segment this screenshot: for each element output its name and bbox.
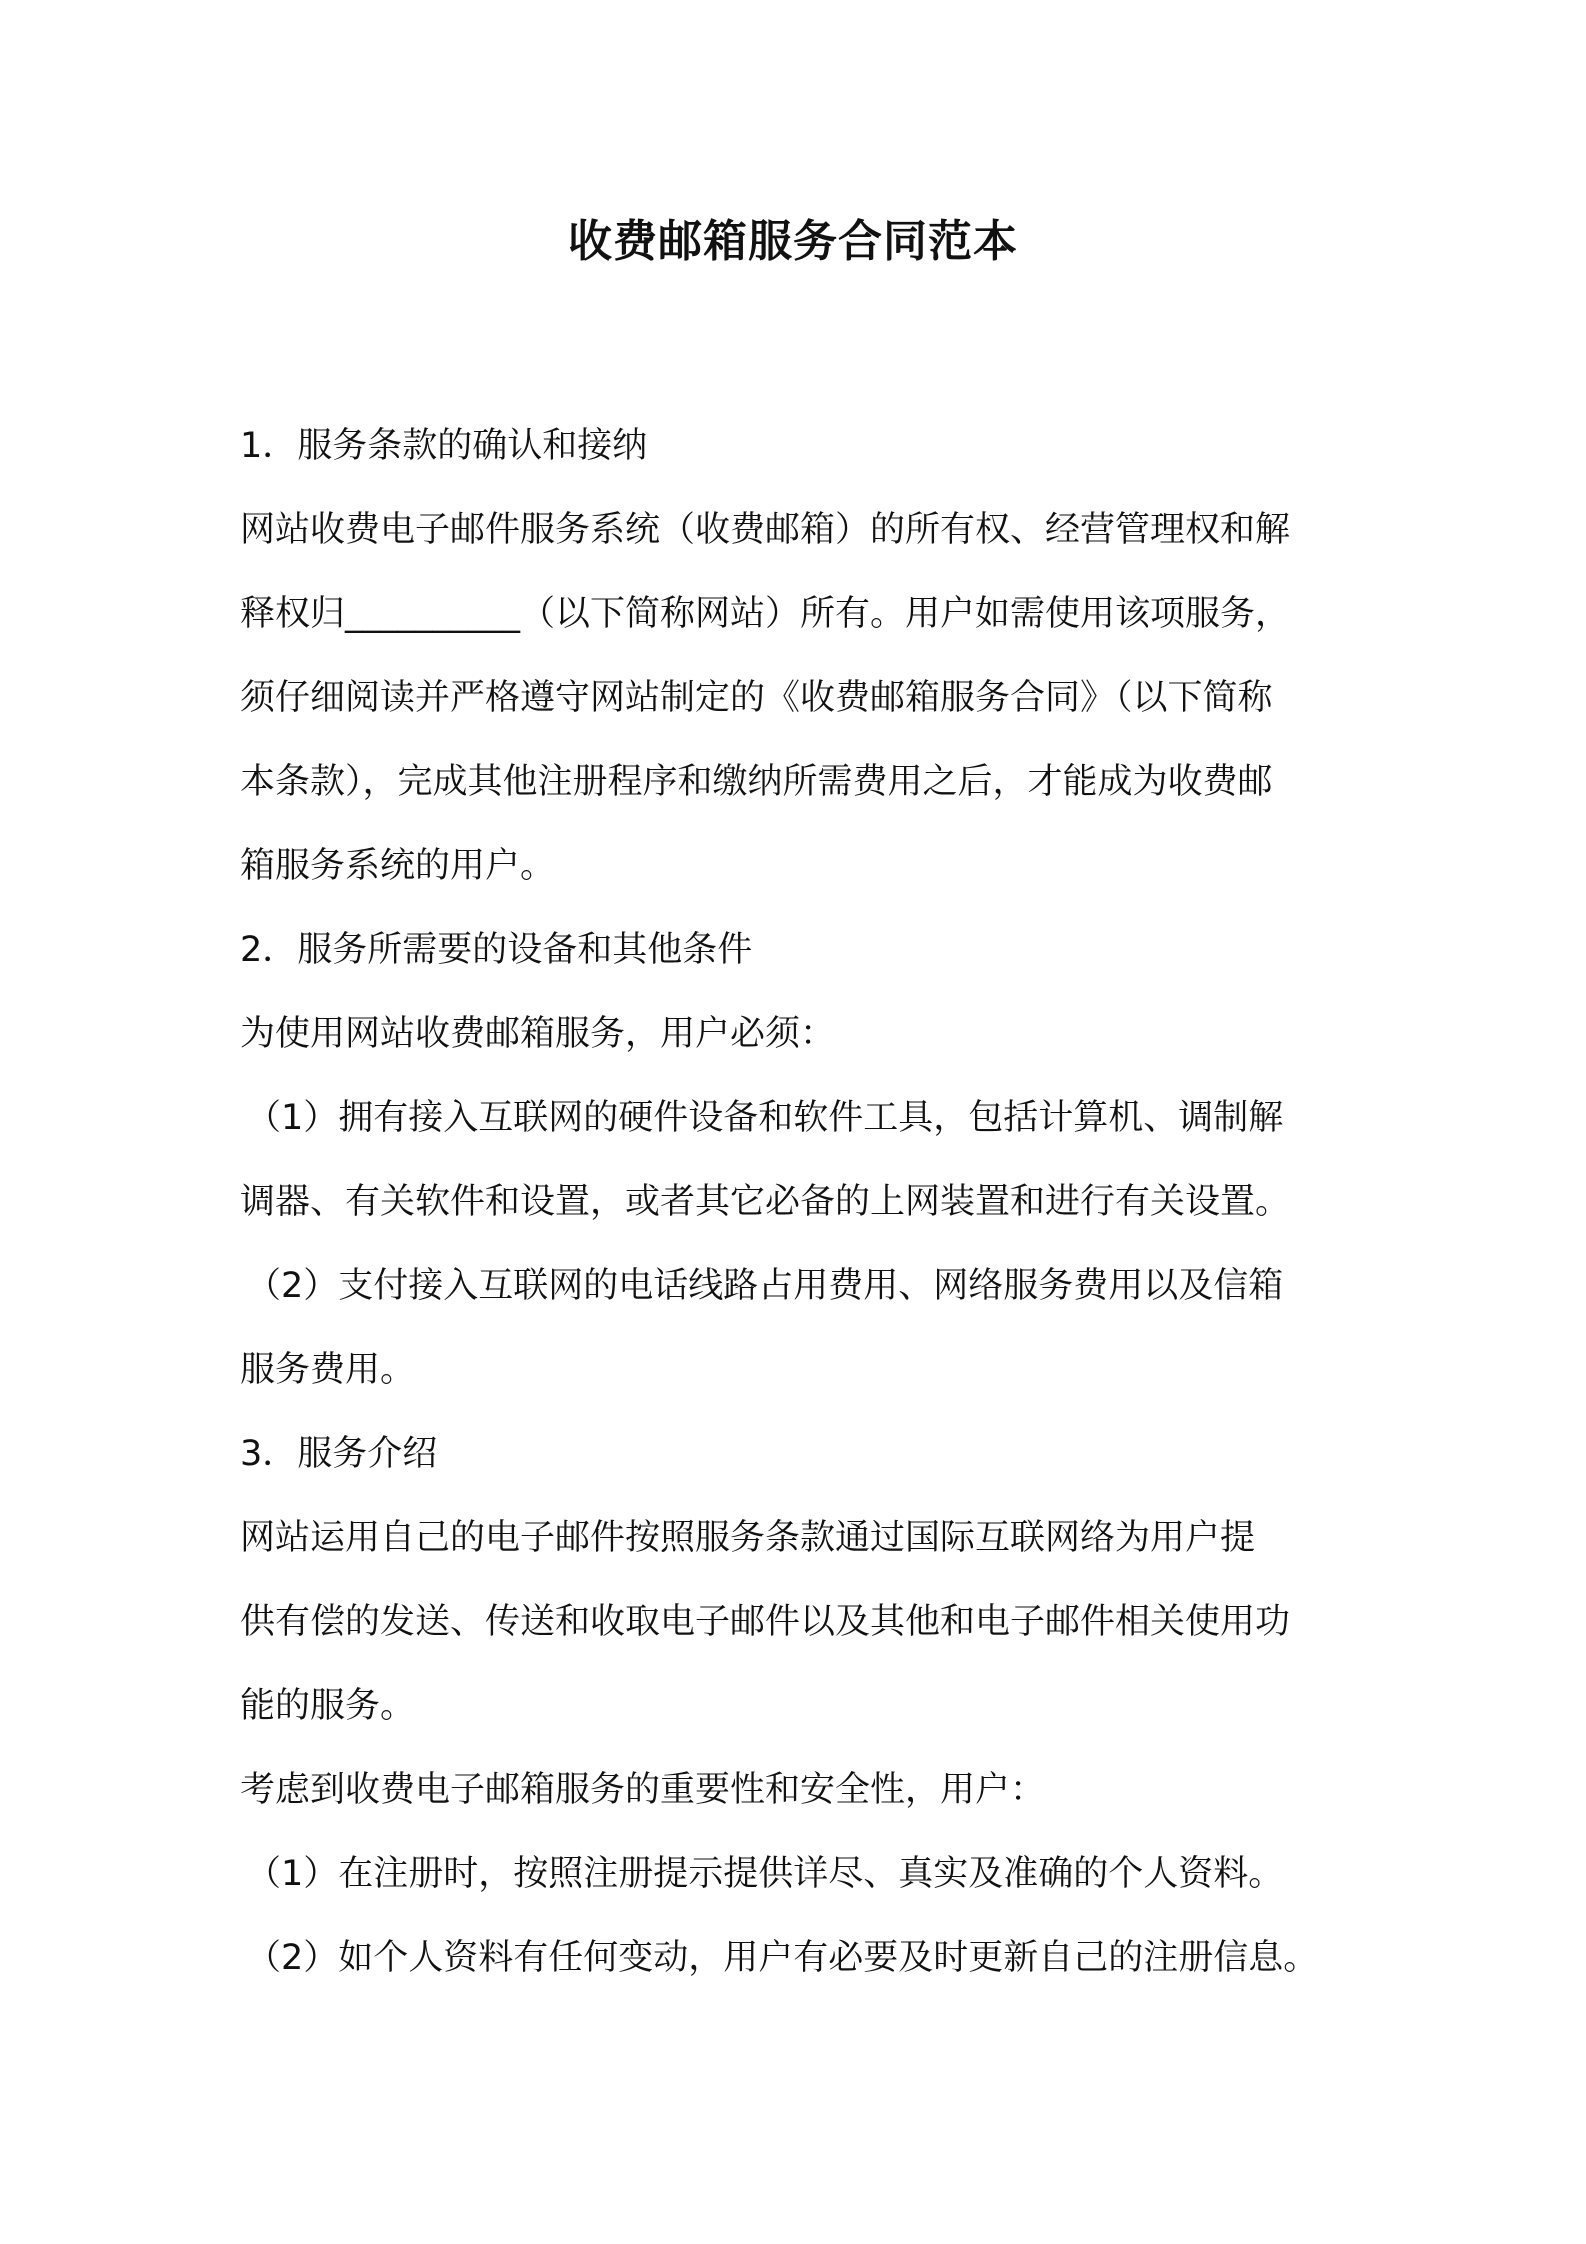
paragraph-line: 释权归__________（以下简称网站）所有。用户如需使用该项服务， bbox=[240, 594, 1291, 634]
paragraph-line: 供有偿的发送、传送和收取电子邮件以及其他和电子邮件相关使用功 bbox=[240, 1602, 1291, 1642]
paragraph-line: 网站收费电子邮件服务系统（收费邮箱）的所有权、经营管理权和解 bbox=[240, 510, 1291, 550]
section-heading-3: 3．服务介绍 bbox=[240, 1434, 438, 1474]
paragraph-line: 调器、有关软件和设置，或者其它必备的上网装置和进行有关设置。 bbox=[240, 1182, 1291, 1222]
paragraph-line: 服务费用。 bbox=[240, 1350, 416, 1390]
document-title: 收费邮箱服务合同范本 bbox=[568, 216, 1018, 267]
section-heading-2: 2．服务所需要的设备和其他条件 bbox=[240, 930, 753, 970]
list-item: （1）在注册时，按照注册提示提供详尽、真实及准确的个人资料。 bbox=[246, 1854, 1284, 1894]
paragraph-line: 网站运用自己的电子邮件按照服务条款通过国际互联网络为用户提 bbox=[240, 1518, 1256, 1558]
section-heading-1: 1．服务条款的确认和接纳 bbox=[240, 426, 648, 466]
list-item: （2）如个人资料有任何变动，用户有必要及时更新自己的注册信息。 bbox=[246, 1938, 1319, 1978]
paragraph-line: 须仔细阅读并严格遵守网站制定的《收费邮箱服务合同》（以下简称 bbox=[240, 678, 1273, 718]
paragraph-line: 考虑到收费电子邮箱服务的重要性和安全性，用户： bbox=[240, 1770, 1046, 1810]
list-item: （2）支付接入互联网的电话线路占用费用、网络服务费用以及信箱 bbox=[246, 1266, 1284, 1306]
document-body bbox=[240, 404, 1370, 2000]
paragraph-line: 箱服务系统的用户。 bbox=[240, 846, 556, 886]
paragraph-line: 本条款），完成其他注册程序和缴纳所需费用之后，才能成为收费邮 bbox=[240, 762, 1273, 802]
list-item: （1）拥有接入互联网的硬件设备和软件工具，包括计算机、调制解 bbox=[246, 1098, 1284, 1138]
paragraph-line: 为使用网站收费邮箱服务，用户必须： bbox=[240, 1014, 836, 1054]
paragraph-line: 能的服务。 bbox=[240, 1686, 416, 1726]
